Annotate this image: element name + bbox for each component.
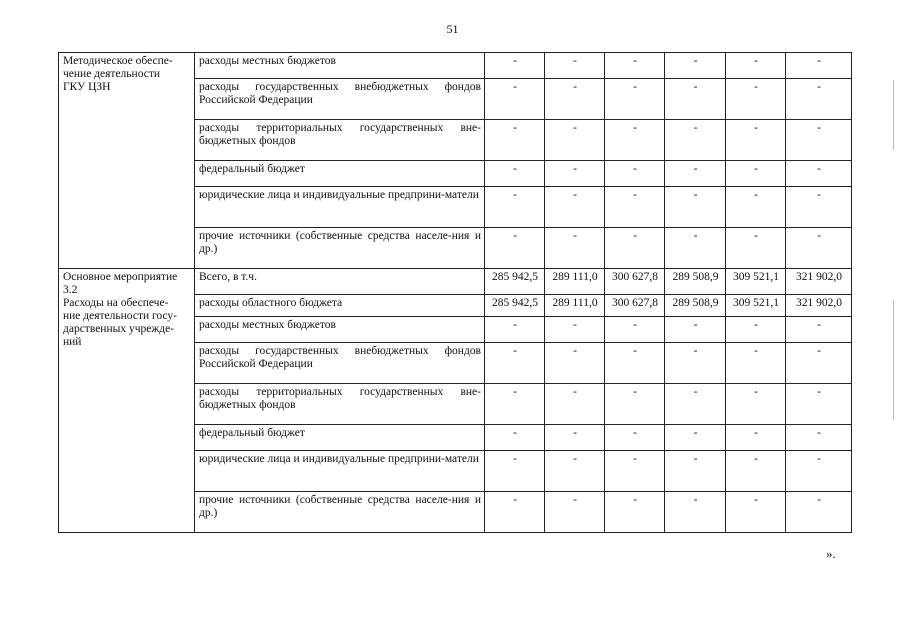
amount-cell: - xyxy=(726,79,786,120)
amount-cell: - xyxy=(485,120,545,161)
budget-table xyxy=(58,52,852,533)
funding-source-cell: прочие источники (собственные средства населе-ния и др.) xyxy=(195,228,485,269)
table-row xyxy=(59,269,852,295)
amount-cell: - xyxy=(545,187,605,228)
amount-cell: - xyxy=(605,53,665,79)
amount-cell: - xyxy=(726,384,786,425)
amount-cell: - xyxy=(665,451,726,492)
amount-cell: - xyxy=(665,187,726,228)
amount-cell: - xyxy=(605,120,665,161)
activity-name-line: чение деятельности xyxy=(63,68,161,80)
amount-cell: 289 111,0 xyxy=(545,269,605,295)
amount-cell: - xyxy=(545,492,605,533)
amount-cell: - xyxy=(605,161,665,187)
amount-cell: - xyxy=(786,425,852,451)
activity-name-line: ние деятельности госу- xyxy=(63,310,177,322)
amount-cell: - xyxy=(665,79,726,120)
activity-name-line: дарственных учрежде- xyxy=(63,323,175,335)
amount-cell: - xyxy=(545,425,605,451)
amount-cell: - xyxy=(485,228,545,269)
funding-source-cell: федеральный бюджет xyxy=(195,425,485,451)
amount-cell: 289 508,9 xyxy=(665,269,726,295)
activity-name-line: ГКУ ЦЗН xyxy=(63,81,111,93)
amount-cell: - xyxy=(726,120,786,161)
amount-cell: - xyxy=(786,384,852,425)
funding-source-cell: расходы государственных внебюджетных фондов Российской Федерации xyxy=(195,79,485,120)
amount-cell: - xyxy=(665,53,726,79)
funding-source-cell: юридические лица и индивидуальные предприни-матели xyxy=(195,451,485,492)
amount-cell: 300 627,8 xyxy=(605,295,665,317)
amount-cell: 321 902,0 xyxy=(786,295,852,317)
amount-cell: - xyxy=(786,317,852,343)
amount-cell: - xyxy=(665,228,726,269)
amount-cell: - xyxy=(786,161,852,187)
funding-source-cell: расходы местных бюджетов xyxy=(195,53,485,79)
amount-cell: - xyxy=(786,120,852,161)
amount-cell: - xyxy=(605,79,665,120)
amount-cell: - xyxy=(545,384,605,425)
amount-cell: 300 627,8 xyxy=(605,269,665,295)
amount-cell: - xyxy=(665,120,726,161)
amount-cell: - xyxy=(786,343,852,384)
activity-name-line: ний xyxy=(63,336,82,348)
amount-cell: 289 111,0 xyxy=(545,295,605,317)
amount-cell: - xyxy=(665,492,726,533)
scan-margin-line xyxy=(893,80,894,150)
amount-cell: - xyxy=(545,451,605,492)
funding-source-cell: расходы государственных внебюджетных фондов Российской Федерации xyxy=(195,343,485,384)
amount-cell: - xyxy=(786,79,852,120)
amount-cell: - xyxy=(605,492,665,533)
amount-cell: - xyxy=(726,451,786,492)
closing-quote-mark: ». xyxy=(826,546,836,561)
funding-source-cell: Всего, в т.ч. xyxy=(195,269,485,295)
amount-cell: - xyxy=(726,161,786,187)
amount-cell: - xyxy=(605,317,665,343)
amount-cell: - xyxy=(726,187,786,228)
table-row xyxy=(59,53,852,79)
funding-source-cell: расходы областного бюджета xyxy=(195,295,485,317)
amount-cell: 321 902,0 xyxy=(786,269,852,295)
amount-cell: - xyxy=(485,384,545,425)
amount-cell: 285 942,5 xyxy=(485,295,545,317)
amount-cell: 309 521,1 xyxy=(726,295,786,317)
amount-cell: - xyxy=(485,161,545,187)
amount-cell: - xyxy=(545,79,605,120)
amount-cell: - xyxy=(726,492,786,533)
amount-cell: - xyxy=(545,343,605,384)
amount-cell: - xyxy=(665,343,726,384)
amount-cell: - xyxy=(545,53,605,79)
funding-source-cell: расходы местных бюджетов xyxy=(195,317,485,343)
activity-name-line: Методическое обеспе- xyxy=(63,55,173,67)
amount-cell: - xyxy=(485,317,545,343)
scan-margin-line xyxy=(893,300,894,420)
activity-name-line: 3.2 xyxy=(63,284,78,296)
amount-cell: - xyxy=(786,53,852,79)
amount-cell: - xyxy=(485,451,545,492)
funding-source-cell: расходы территориальных государственных вне-бюджетных фондов xyxy=(195,384,485,425)
amount-cell: - xyxy=(786,187,852,228)
amount-cell: - xyxy=(605,228,665,269)
activity-name-line: Расходы на обеспече- xyxy=(63,297,169,309)
amount-cell: - xyxy=(726,228,786,269)
funding-source-cell: федеральный бюджет xyxy=(195,161,485,187)
amount-cell: - xyxy=(665,384,726,425)
amount-cell: - xyxy=(605,343,665,384)
amount-cell: - xyxy=(726,425,786,451)
amount-cell: - xyxy=(605,384,665,425)
amount-cell: - xyxy=(786,492,852,533)
funding-source-cell: прочие источники (собственные средства населе-ния и др.) xyxy=(195,492,485,533)
amount-cell: - xyxy=(485,425,545,451)
amount-cell: - xyxy=(786,228,852,269)
amount-cell: 285 942,5 xyxy=(485,269,545,295)
amount-cell: - xyxy=(665,317,726,343)
amount-cell: - xyxy=(485,187,545,228)
funding-source-cell: расходы территориальных государственных вне-бюджетных фондов xyxy=(195,120,485,161)
amount-cell: - xyxy=(605,187,665,228)
activity-name-line: Основное мероприятие xyxy=(63,271,178,283)
amount-cell: - xyxy=(726,343,786,384)
activity-name-cell xyxy=(59,53,195,269)
amount-cell: - xyxy=(545,228,605,269)
amount-cell: - xyxy=(726,53,786,79)
amount-cell: 309 521,1 xyxy=(726,269,786,295)
amount-cell: - xyxy=(545,317,605,343)
page-number: 51 xyxy=(446,22,459,36)
amount-cell: - xyxy=(485,343,545,384)
funding-source-cell: юридические лица и индивидуальные предприни-матели xyxy=(195,187,485,228)
activity-name-cell xyxy=(59,269,195,533)
amount-cell: - xyxy=(665,161,726,187)
amount-cell: - xyxy=(485,53,545,79)
amount-cell: - xyxy=(605,425,665,451)
amount-cell: - xyxy=(545,120,605,161)
amount-cell: - xyxy=(485,492,545,533)
amount-cell: - xyxy=(545,161,605,187)
amount-cell: - xyxy=(605,451,665,492)
amount-cell: - xyxy=(786,451,852,492)
amount-cell: - xyxy=(726,317,786,343)
amount-cell: - xyxy=(485,79,545,120)
amount-cell: 289 508,9 xyxy=(665,295,726,317)
amount-cell: - xyxy=(665,425,726,451)
